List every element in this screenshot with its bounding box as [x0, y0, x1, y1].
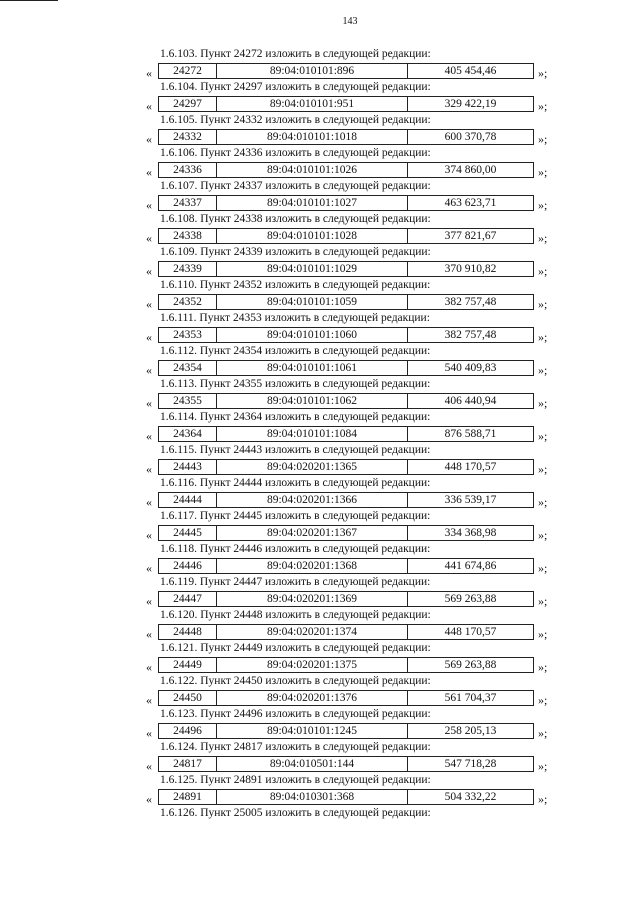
- cadastral-value-cell: 448 170,57: [444, 461, 497, 473]
- open-quote: «: [146, 528, 152, 542]
- cadastral-value-cell: 370 910,82: [444, 263, 497, 275]
- item-number-cell: 24336: [159, 163, 217, 177]
- close-quote: »;: [538, 594, 548, 608]
- open-quote: «: [146, 330, 152, 344]
- cadastral-number-cell: 89:04:010101:1084: [217, 427, 408, 441]
- amendment-entry: [0, 441, 640, 474]
- open-quote: «: [146, 561, 152, 575]
- table-row: [158, 756, 534, 772]
- close-quote: »;: [538, 429, 548, 443]
- cadastral-value-cell: 569 263,88: [444, 593, 497, 605]
- amendment-entry: [0, 573, 640, 606]
- amendment-heading: 1.6.124. Пункт 24817 изложить в следующей редакции:: [160, 741, 431, 753]
- amendment-entry: [0, 243, 640, 276]
- cadastral-number-cell: 89:04:010101:1245: [217, 724, 408, 738]
- table-row: [158, 129, 534, 145]
- amendment-heading: 1.6.106. Пункт 24336 изложить в следующей редакции:: [160, 147, 431, 159]
- amendment-heading: 1.6.103. Пункт 24272 изложить в следующей редакции:: [160, 48, 431, 60]
- item-number-cell: 24817: [159, 757, 217, 771]
- open-quote: «: [146, 198, 152, 212]
- table-row: [158, 426, 534, 442]
- cadastral-value-cell: 569 263,88: [444, 659, 497, 671]
- open-quote: «: [146, 462, 152, 476]
- amendment-entry: [0, 210, 640, 243]
- table-row: [158, 657, 534, 673]
- cadastral-number-cell: 89:04:010101:1062: [217, 394, 408, 408]
- close-quote: »;: [538, 693, 548, 707]
- close-quote: »;: [538, 396, 548, 410]
- table-row: [158, 723, 534, 739]
- cadastral-value-cell: 463 623,71: [444, 197, 497, 209]
- cadastral-value-cell: 334 368,98: [444, 527, 497, 539]
- table-row: [158, 195, 534, 211]
- item-number-cell: 24354: [159, 361, 217, 375]
- amendment-heading: 1.6.110. Пункт 24352 изложить в следующей редакции:: [160, 279, 431, 291]
- close-quote: »;: [538, 363, 548, 377]
- amendment-entry: [0, 177, 640, 210]
- table-row: [158, 459, 534, 475]
- table-row: [158, 360, 534, 376]
- open-quote: «: [146, 66, 152, 80]
- open-quote: «: [146, 429, 152, 443]
- open-quote: «: [146, 660, 152, 674]
- cadastral-value-cell: 547 718,28: [444, 758, 497, 770]
- item-number-cell: 24443: [159, 460, 217, 474]
- item-number-cell: 24449: [159, 658, 217, 672]
- open-quote: «: [146, 594, 152, 608]
- close-quote: »;: [538, 561, 548, 575]
- table-row: [158, 624, 534, 640]
- amendment-entry: [0, 474, 640, 507]
- cadastral-value-cell: 374 860,00: [444, 164, 497, 176]
- open-quote: «: [146, 363, 152, 377]
- amendment-heading: 1.6.109. Пункт 24339 изложить в следующей редакции:: [160, 246, 431, 258]
- cadastral-number-cell: 89:04:010101:1029: [217, 262, 408, 276]
- table-row: [158, 294, 534, 310]
- table-row: [158, 393, 534, 409]
- cadastral-value-cell: 876 588,71: [444, 428, 497, 440]
- item-number-cell: 24353: [159, 328, 217, 342]
- amendment-heading: 1.6.126. Пункт 25005 изложить в следующей редакции:: [160, 807, 431, 819]
- item-number-cell: 24447: [159, 592, 217, 606]
- open-quote: «: [146, 693, 152, 707]
- item-number-cell: 24364: [159, 427, 217, 441]
- amendment-entry: [0, 78, 640, 111]
- close-quote: »;: [538, 198, 548, 212]
- item-number-cell: 24355: [159, 394, 217, 408]
- amendment-heading: 1.6.108. Пункт 24338 изложить в следующей редакции:: [160, 213, 431, 225]
- open-quote: «: [146, 231, 152, 245]
- item-number-cell: 24297: [159, 97, 217, 111]
- table-row: [158, 327, 534, 343]
- cadastral-number-cell: 89:04:020201:1374: [217, 625, 408, 639]
- amendment-heading: 1.6.120. Пункт 24448 изложить в следующей редакции:: [160, 609, 431, 621]
- amendment-heading: 1.6.115. Пункт 24443 изложить в следующей редакции:: [160, 444, 431, 456]
- close-quote: »;: [538, 660, 548, 674]
- amendment-heading: 1.6.122. Пункт 24450 изложить в следующей редакции:: [160, 675, 431, 687]
- amendment-entry: [0, 144, 640, 177]
- cadastral-value-cell: 382 757,48: [444, 329, 497, 341]
- amendment-heading: 1.6.119. Пункт 24447 изложить в следующей редакции:: [160, 576, 431, 588]
- table-row: [158, 63, 534, 79]
- item-number-cell: 24272: [159, 64, 217, 78]
- open-quote: «: [146, 627, 152, 641]
- cadastral-value-cell: 406 440,94: [444, 395, 497, 407]
- amendment-heading: 1.6.121. Пункт 24449 изложить в следующей редакции:: [160, 642, 431, 654]
- table-row: [158, 492, 534, 508]
- amendment-entry: [0, 606, 640, 639]
- amendment-entry: [0, 639, 640, 672]
- amendment-heading: 1.6.113. Пункт 24355 изложить в следующей редакции:: [160, 378, 431, 390]
- amendment-heading: 1.6.112. Пункт 24354 изложить в следующей редакции:: [160, 345, 431, 357]
- item-number-cell: 24338: [159, 229, 217, 243]
- open-quote: «: [146, 759, 152, 773]
- item-number-cell: 24339: [159, 262, 217, 276]
- amendment-entry: [0, 771, 640, 804]
- amendment-entry: [0, 738, 640, 771]
- cadastral-number-cell: 89:04:020201:1375: [217, 658, 408, 672]
- amendment-heading: 1.6.125. Пункт 24891 изложить в следующей редакции:: [160, 774, 431, 786]
- item-number-cell: 24444: [159, 493, 217, 507]
- close-quote: »;: [538, 132, 548, 146]
- item-number-cell: 24352: [159, 295, 217, 309]
- item-number-cell: 24496: [159, 724, 217, 738]
- cadastral-value-cell: 448 170,57: [444, 626, 497, 638]
- amendment-entry: [0, 540, 640, 573]
- open-quote: «: [146, 495, 152, 509]
- cadastral-number-cell: 89:04:010501:144: [217, 757, 408, 771]
- close-quote: »;: [538, 330, 548, 344]
- open-quote: «: [146, 165, 152, 179]
- cadastral-number-cell: 89:04:010101:1018: [217, 130, 408, 144]
- amendment-heading: 1.6.123. Пункт 24496 изложить в следующей редакции:: [160, 708, 431, 720]
- cadastral-number-cell: 89:04:010101:1028: [217, 229, 408, 243]
- close-quote: »;: [538, 264, 548, 278]
- cadastral-number-cell: 89:04:010101:951: [217, 97, 408, 111]
- document-body: [0, 45, 640, 819]
- amendment-heading: 1.6.114. Пункт 24364 изложить в следующей редакции:: [160, 411, 431, 423]
- open-quote: «: [146, 297, 152, 311]
- table-row: [158, 690, 534, 706]
- open-quote: «: [146, 396, 152, 410]
- close-quote: »;: [538, 528, 548, 542]
- cadastral-number-cell: 89:04:010101:1060: [217, 328, 408, 342]
- amendment-entry: [0, 507, 640, 540]
- cadastral-value-cell: 258 205,13: [444, 725, 497, 737]
- cadastral-number-cell: 89:04:010101:1061: [217, 361, 408, 375]
- table-row: [158, 261, 534, 277]
- close-quote: »;: [538, 231, 548, 245]
- cadastral-value-cell: 377 821,67: [444, 230, 497, 242]
- amendment-entry: [0, 309, 640, 342]
- item-number-cell: 24448: [159, 625, 217, 639]
- cadastral-number-cell: 89:04:020201:1369: [217, 592, 408, 606]
- open-quote: «: [146, 99, 152, 113]
- cadastral-number-cell: 89:04:010301:368: [217, 790, 408, 804]
- item-number-cell: 24445: [159, 526, 217, 540]
- cadastral-value-cell: 405 454,46: [444, 65, 497, 77]
- amendment-heading: 1.6.104. Пункт 24297 изложить в следующей редакции:: [160, 81, 431, 93]
- close-quote: »;: [538, 462, 548, 476]
- cadastral-number-cell: 89:04:010101:896: [217, 64, 408, 78]
- cadastral-value-cell: 382 757,48: [444, 296, 497, 308]
- open-quote: «: [146, 726, 152, 740]
- close-quote: »;: [538, 165, 548, 179]
- item-number-cell: 24332: [159, 130, 217, 144]
- cadastral-value-cell: 600 370,78: [444, 131, 497, 143]
- close-quote: »;: [538, 495, 548, 509]
- close-quote: »;: [538, 627, 548, 641]
- cadastral-number-cell: 89:04:010101:1026: [217, 163, 408, 177]
- amendment-entry: [0, 375, 640, 408]
- table-row: [158, 525, 534, 541]
- cadastral-value-cell: 329 422,19: [444, 98, 497, 110]
- close-quote: »;: [538, 99, 548, 113]
- amendment-heading: 1.6.111. Пункт 24353 изложить в следующей редакции:: [160, 312, 430, 324]
- amendment-heading: 1.6.105. Пункт 24332 изложить в следующей редакции:: [160, 114, 431, 126]
- amendment-heading: 1.6.107. Пункт 24337 изложить в следующей редакции:: [160, 180, 431, 192]
- close-quote: »;: [538, 726, 548, 740]
- table-row: [158, 96, 534, 112]
- item-number-cell: 24446: [159, 559, 217, 573]
- table-row: [158, 162, 534, 178]
- amendment-entry: [0, 672, 640, 705]
- cadastral-value-cell: 540 409,83: [444, 362, 497, 374]
- item-number-cell: 24450: [159, 691, 217, 705]
- table-row: [158, 789, 534, 805]
- page-number: 143: [342, 16, 358, 27]
- open-quote: «: [146, 132, 152, 146]
- top-rule: [0, 0, 58, 1]
- open-quote: «: [146, 792, 152, 806]
- amendment-heading: 1.6.118. Пункт 24446 изложить в следующей редакции:: [160, 543, 431, 555]
- close-quote: »;: [538, 297, 548, 311]
- cadastral-value-cell: 504 332,22: [444, 791, 497, 803]
- amendment-entry: [0, 45, 640, 78]
- table-row: [158, 558, 534, 574]
- amendment-entry: [0, 276, 640, 309]
- item-number-cell: 24891: [159, 790, 217, 804]
- table-row: [158, 591, 534, 607]
- close-quote: »;: [538, 759, 548, 773]
- amendment-heading: 1.6.117. Пункт 24445 изложить в следующей редакции:: [160, 510, 431, 522]
- cadastral-number-cell: 89:04:010101:1059: [217, 295, 408, 309]
- table-row: [158, 228, 534, 244]
- cadastral-number-cell: 89:04:020201:1366: [217, 493, 408, 507]
- item-number-cell: 24337: [159, 196, 217, 210]
- cadastral-number-cell: 89:04:010101:1027: [217, 196, 408, 210]
- close-quote: »;: [538, 792, 548, 806]
- amendment-entry: [0, 705, 640, 738]
- amendment-entry: [0, 342, 640, 375]
- cadastral-number-cell: 89:04:020201:1368: [217, 559, 408, 573]
- amendment-heading: 1.6.116. Пункт 24444 изложить в следующей редакции:: [160, 477, 431, 489]
- amendment-entry: [0, 408, 640, 441]
- cadastral-number-cell: 89:04:020201:1365: [217, 460, 408, 474]
- cadastral-number-cell: 89:04:020201:1367: [217, 526, 408, 540]
- cadastral-value-cell: 561 704,37: [444, 692, 497, 704]
- cadastral-value-cell: 441 674,86: [444, 560, 497, 572]
- cadastral-number-cell: 89:04:020201:1376: [217, 691, 408, 705]
- open-quote: «: [146, 264, 152, 278]
- close-quote: »;: [538, 66, 548, 80]
- amendment-entry: [0, 111, 640, 144]
- cadastral-value-cell: 336 539,17: [444, 494, 497, 506]
